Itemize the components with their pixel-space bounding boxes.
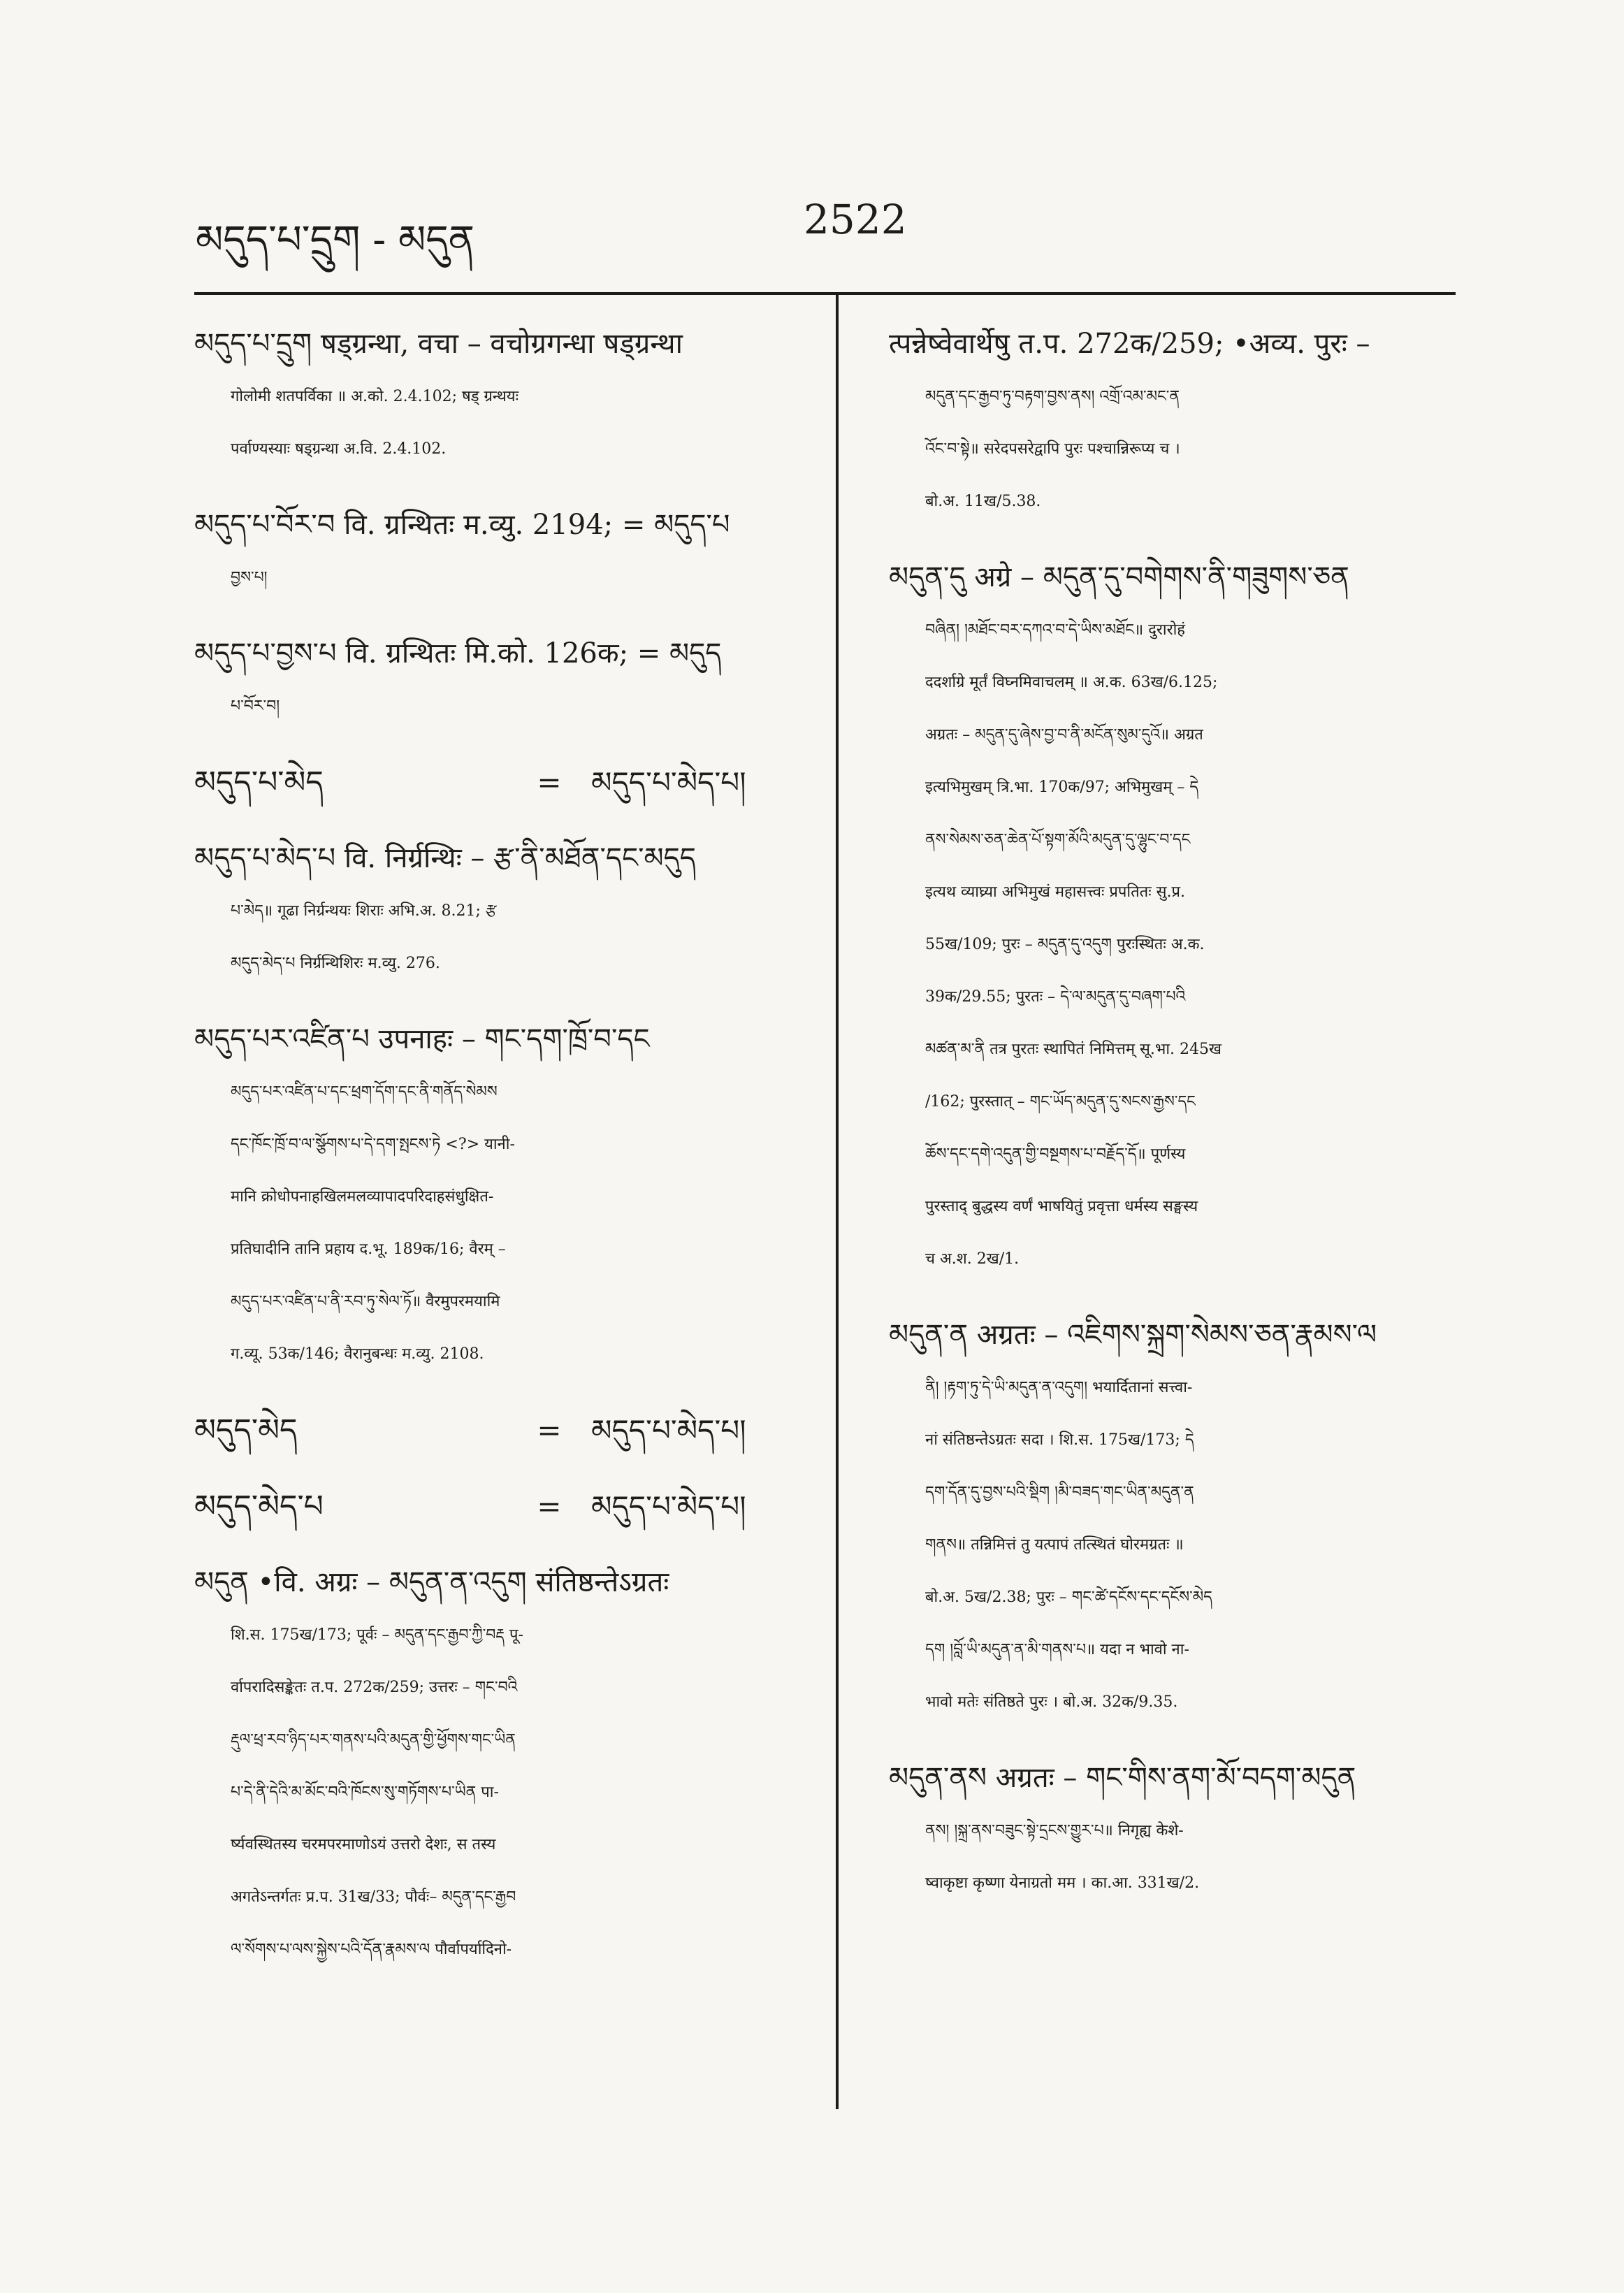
cross-reference-target: མདུད་པ་མེད་པ།	[591, 1489, 746, 1524]
dictionary-entry	[194, 499, 795, 604]
entry-continuation-line: पर्वाण्यस्याः षड्ग्रन्था अ.वि. 2.4.102.	[231, 440, 447, 458]
entry-continuation-line: र्वापरादिसङ्केतः त.प. 272क/259; उत्तरः – གང་བའི	[231, 1679, 518, 1696]
entry-continuation-line: མདུད་མེད་པ निर्ग्रन्थिशिरः म.व्यु. 276.	[231, 955, 440, 972]
cross-reference-line	[194, 1480, 795, 1533]
dictionary-entry	[194, 1480, 795, 1533]
entry-continuation-line: शि.स. 175ख/173; पूर्वः – མདུན་དང་རྒྱབ་ཀྱི་བརྡ पू-	[231, 1626, 523, 1644]
equals-sign: =	[537, 1489, 562, 1524]
entry-continuation-line: च अ.श. 2ख/1.	[925, 1250, 1020, 1268]
entry-continuation-line: གནས॥ तन्निमित्तं तु यत्पापं तत्स्थितं घोरमग्रतः ॥	[925, 1536, 1184, 1554]
entry-first-line: མདུད་པར་འཛིན་པ उपनाहः – གང་དག་ཁྲོ་བ་དང	[194, 1023, 650, 1055]
entry-first-line: མདུད་པ་བོར་བ वि. ग्रन्थितः म.व्यु. 2194; = མདུད་པ	[194, 509, 730, 541]
entry-continuation-line: མདུད་པར་འཛིན་པ་དང་ཕྲག་དོག་དང་ནི་གནོད་སེམས	[231, 1083, 498, 1101]
entry-continuation-line: དག །བློ་ཡི་མདུན་ན་མི་གནས་པ॥ यदा न भावो ना-	[925, 1641, 1189, 1658]
dictionary-entry	[194, 756, 795, 809]
entry-first-line: त्पन्नेष्वेवार्थेषु त.प. 272क/259; •अव्य. पुरः –	[889, 328, 1370, 360]
cross-reference-target: མདུད་པ་མེད་པ།	[591, 1413, 746, 1447]
entry-first-line: མདུད་པ་མེད་པ वि. निर्ग्रन्थिः – རྩ་ནི་མཐོན་དང་མདུད	[194, 842, 696, 874]
cross-reference-line	[194, 756, 795, 809]
entry-continuation-line: མདུད་པར་འཛིན་པ་ནི་རབ་ཏུ་སེལ་ཏོ॥ वैरमुपरमयामि	[231, 1293, 500, 1310]
entry-continuation-line: बो.अ. 5ख/2.38; पुरः – གང་ཚེ་དངོས་དང་དངོས་མེད	[925, 1589, 1212, 1606]
entry-continuation-line: བཞིན། །མཐོང་བར་དཀའ་བ་དེ་ཡིས་མཐོང॥ दुरारोहं	[925, 621, 1185, 639]
page-number: 2522	[804, 196, 907, 243]
headword: མདུད་པ་མེད	[194, 765, 324, 800]
entry-continuation-line: ནི། །རྟག་ཏུ་དེ་ཡི་མདུན་ན་འདུག། भयार्दितानां सत्त्वा-	[925, 1379, 1193, 1396]
entry-first-line: མདུན་དུ अग्रे – མདུན་དུ་བགེགས་ནི་གཟུགས་ཅན	[889, 561, 1349, 593]
headword: མདུད་མེད	[194, 1412, 298, 1448]
entry-continuation-line: पुरस्ताद् बुद्धस्य वर्णं भाषयितुं प्रवृत्ता धर्मस्य सङ्घस्य	[925, 1198, 1198, 1215]
entry-continuation-line: अगतेऽन्तर्गतः प्र.प. 31ख/33; पौर्वः– མདུན་དང་རྒྱབ	[231, 1888, 516, 1906]
entry-continuation-line: ལ་སོགས་པ་ལས་སྐྱེས་པའི་དོན་རྣམས་ལ पौर्वापर्यादिनो-	[231, 1941, 512, 1958]
right-column	[889, 318, 1497, 1933]
entry-continuation-line: गोलोमी शतपर्विका ॥ अ.को. 2.4.102; षड् ग्रन्थयः	[231, 388, 519, 405]
entry-continuation-line: འོང་བ་སྟེ॥ सरेदपसरेद्वापि पुरः पश्चान्निरूप्य च ।	[925, 440, 1180, 458]
entry-continuation-line: པ་དེ་ནི་དེའི་མ་མོང་བའི་ཁོངས་སུ་གཏོགས་པ་ཡིན पा-	[231, 1784, 499, 1801]
dictionary-entry	[889, 318, 1497, 528]
column-divider	[836, 292, 839, 2109]
entry-continuation-line: དང་ཁོང་ཁྲོ་བ་ལ་སྩོགས་པ་དེ་དག་སྤངས་ཏེ <?> यानी-	[231, 1136, 515, 1153]
entry-continuation-line: मानि क्रोधोपनाहखिलमलव्यापादपरिदाहसंधुक्षित-	[231, 1188, 494, 1206]
entry-continuation-line: པ་བོར་བ།	[231, 697, 280, 715]
dictionary-entry	[889, 1309, 1497, 1728]
entry-first-line: མདུན་ནས अग्रतः – གང་གིས་ནག་མོ་བདག་མདུན	[889, 1762, 1356, 1794]
entry-continuation-line: 55ख/109; पुरः – མདུན་དུ་འདུག पुरःस्थितः अ.क.	[925, 936, 1205, 953]
entry-continuation-line: इत्यभिमुखम् त्रि.भा. 170क/97; अभिमुखम् – དེ	[925, 779, 1199, 796]
entry-continuation-line: ष्वाकृष्टा कृष्णा येनाग्रतो मम । का.आ. 331ख/2.	[925, 1874, 1200, 1892]
entry-continuation-line: ग.व्यू. 53क/146; वैरानुबन्धः म.व्यु. 2108.	[231, 1345, 484, 1363]
entry-continuation-line: བྱས་པ།	[231, 569, 268, 586]
entry-continuation-line: अग्रतः – མདུན་དུ་ཞེས་བྱ་བ་ནི་མངོན་སུམ་དུའོ॥ अग्रत	[925, 726, 1203, 744]
entry-first-line: མདུན •वि. अग्रः – མདུན་ན་འདུག संतिष्ठन्तेऽग्रतः	[194, 1566, 669, 1598]
dictionary-entry	[194, 318, 795, 475]
entry-continuation-line: इत्यथ व्याघ्र्या अभिमुखं महासत्त्वः प्रपतितः सु.प्र.	[925, 883, 1186, 901]
entry-continuation-line: ददर्शाग्रे मूर्तं विघ्नमिवाचलम् ॥ अ.क. 63ख/6.125;	[925, 674, 1218, 691]
entry-continuation-line: ཆོས་དང་དགེ་འདུན་གྱི་བསྔགས་པ་བརྗོད་དོ॥ पूर्णस्य	[925, 1145, 1186, 1163]
cross-reference-target: མདུད་པ་མེད་པ།	[591, 765, 746, 800]
entry-continuation-line: རྡུལ་ཕྲ་རབ་ཉིད་པར་གནས་པའི་མདུན་གྱི་ཕྱོགས་གང་ཡིན	[231, 1731, 516, 1749]
entry-continuation-line: /162; पुरस्तात् – གང་ཡོད་མདུན་དུ་སངས་རྒྱས་དང	[925, 1093, 1196, 1111]
header-rule	[194, 292, 1456, 295]
entry-continuation-line: མཚན་མ་ནི तत्र पुरतः स्थापितं निमित्तम् सू.भा. 245ख	[925, 1041, 1221, 1058]
equals-sign: =	[537, 1413, 562, 1447]
entry-continuation-line: མདུན་དང་རྒྱབ་ཏུ་བརྟག་བྱས་ནས། འགྲོ་འམ་མང་ན	[925, 388, 1180, 405]
dictionary-entry	[194, 832, 795, 990]
running-head: མདུད་པ་དྲུག - མདུན	[196, 217, 475, 263]
entry-continuation-line: ནས་སེམས་ཅན་ཆེན་པོ་སྟག་མོའི་མདུན་དུ་ལྷུང་བ་དང	[925, 831, 1191, 848]
dictionary-entry	[889, 1752, 1497, 1909]
dictionary-entry	[889, 551, 1497, 1285]
entry-continuation-line: प्रतिघादीनि तानि प्रहाय द.भू. 189क/16; वैरम् –	[231, 1240, 506, 1258]
entry-first-line: མདུད་པ་དྲུག षड्ग्रन्था, वचा – वचोग्रगन्धा षड्ग्रन्था	[194, 328, 683, 360]
dictionary-entry	[194, 1013, 795, 1380]
entry-first-line: མདུན་ན अग्रतः – འཇིགས་སྐྲག་སེམས་ཅན་རྣམས་ལ	[889, 1319, 1377, 1351]
entry-continuation-line: 39क/29.55; पुरतः – དེ་ལ་མདུན་དུ་བཞག་པའི	[925, 988, 1186, 1006]
entry-continuation-line: དག་དོན་དུ་བྱས་པའི་སྡིག །མི་བཟད་གང་ཡིན་མདུན་ན	[925, 1484, 1194, 1501]
entry-continuation-line: र्ष्यवस्थितस्य चरमपरमाणोऽयं उत्तरो देशः, स तस्य	[231, 1836, 496, 1853]
entry-continuation-line: बो.अ. 11ख/5.38.	[925, 493, 1041, 510]
headword: མདུད་མེད་པ	[194, 1489, 324, 1524]
entry-continuation-line: ནས། །སྐྲ་ནས་བཟུང་སྟེ་དྲངས་གྱུར་པ॥ निगृह्य केशे-	[925, 1822, 1184, 1839]
entry-continuation-line: པ་མེད॥ गूढा निर्ग्रन्थयः शिराः अभि.अ. 8.21; རྩ	[231, 902, 497, 920]
equals-sign: =	[537, 765, 562, 800]
entry-first-line: མདུད་པ་བྱས་པ वि. ग्रन्थितः मि.को. 126क; = མདུད	[194, 637, 722, 670]
cross-reference-line	[194, 1404, 795, 1456]
left-column	[194, 318, 795, 1999]
page-header	[196, 196, 1453, 280]
dictionary-entry	[194, 1556, 795, 1976]
entry-continuation-line: भावो मतेः संतिष्ठते पुरः । बो.अ. 32क/9.35.	[925, 1693, 1178, 1711]
dictionary-entry	[194, 1404, 795, 1456]
dictionary-entry	[194, 628, 795, 732]
entry-continuation-line: नां संतिष्ठन्तेऽग्रतः सदा । शि.स. 175ख/173; དེ	[925, 1431, 1194, 1449]
